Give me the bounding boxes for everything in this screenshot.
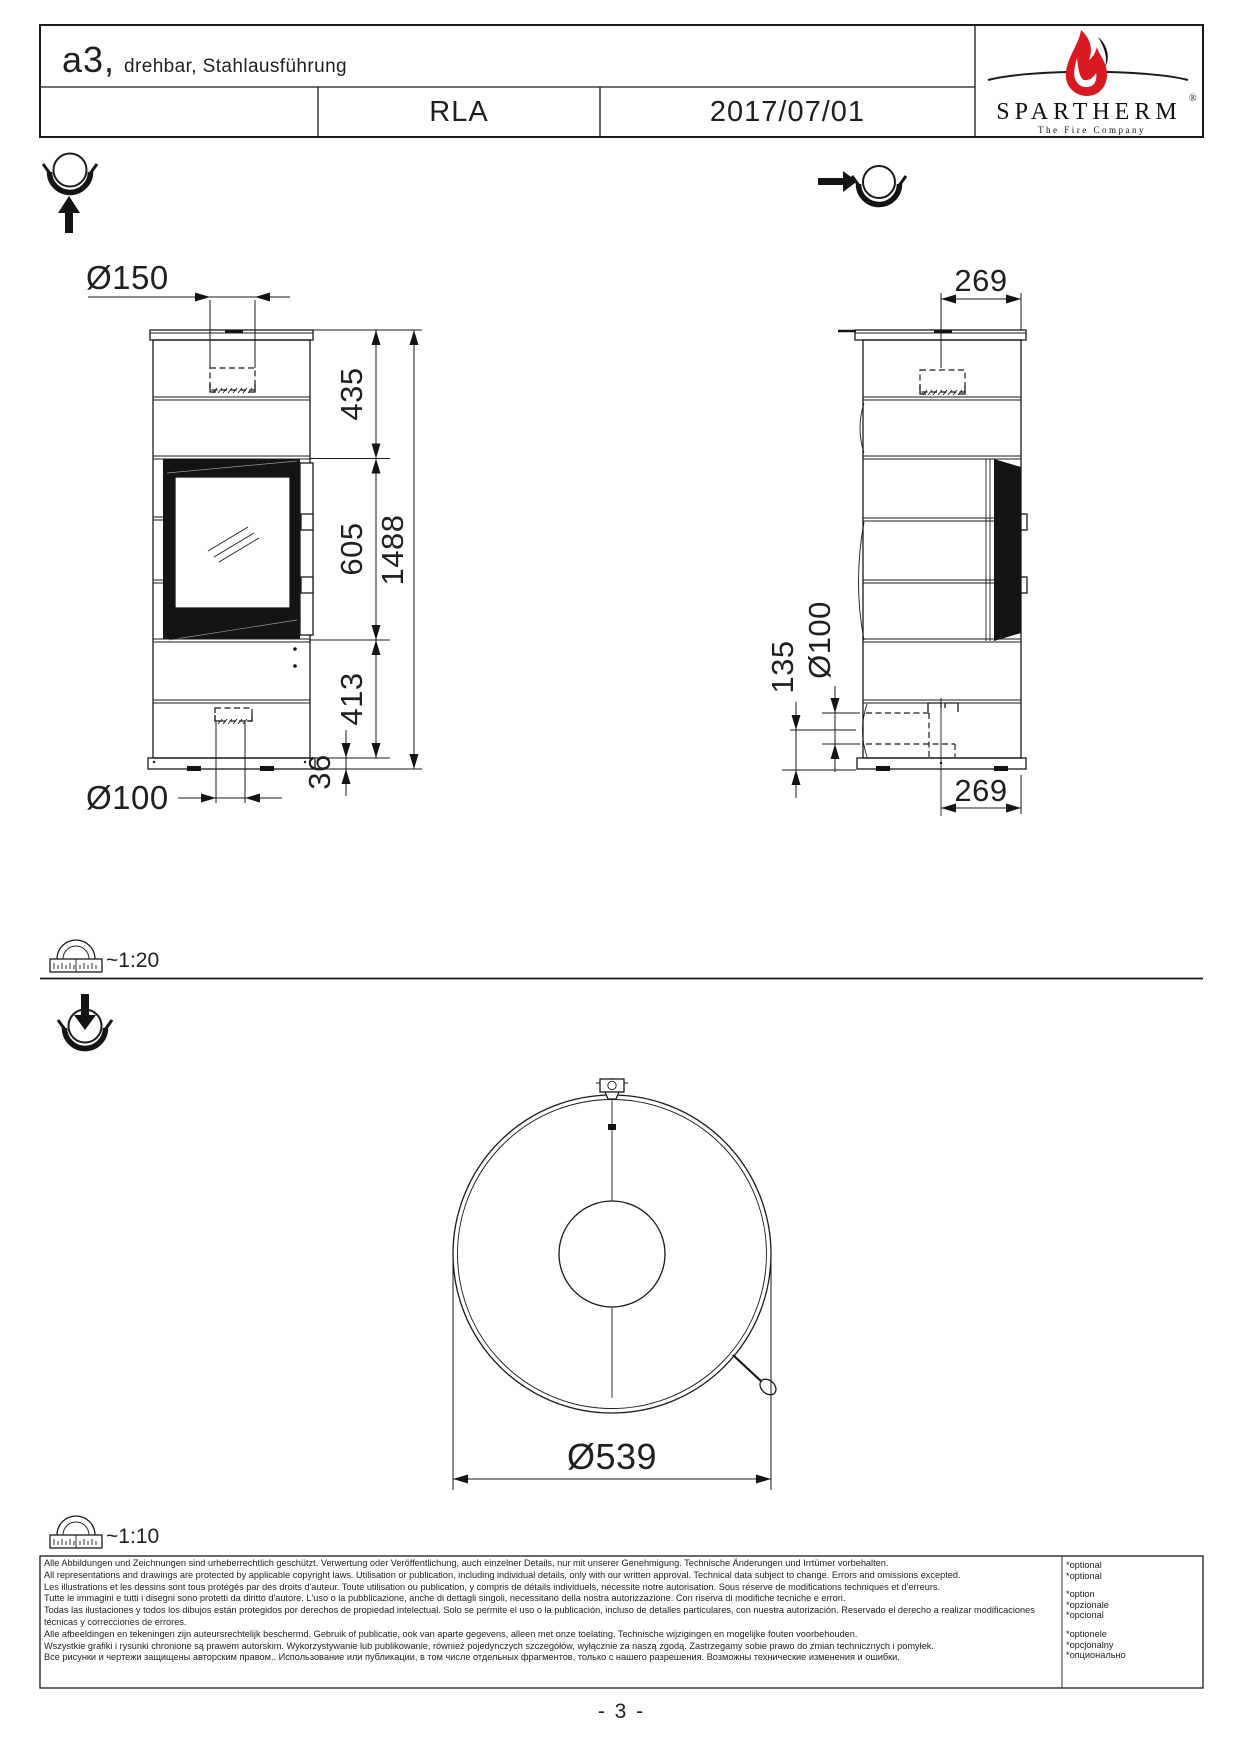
up-arrow-icon [58, 196, 80, 233]
model-name: a3, [62, 39, 116, 80]
legend-item: *опционально [1066, 1650, 1126, 1661]
scale-ruler-icon [50, 940, 102, 972]
dim-body-diameter: Ø539 [566, 1436, 658, 1477]
door-handle-top [733, 1355, 779, 1398]
optional-legend [1066, 1560, 1200, 1669]
disclaimer-line-nl: Alle afbeeldingen en tekeningen zijn auteursrechtelijk beschermd. Gebruik of publicatie, ook van aparte gegevens, alleen met onze toelating. Technische wijzigingen en mogelijke fouten voorbehouden. [44, 1628, 858, 1639]
side-view-dimensions [765, 263, 1021, 814]
stove-foot [260, 766, 274, 771]
disclaimer-line-de: Alle Abbildungen und Zeichnungen sind urheberrechtlich geschützt. Verwertung oder Veröffentlichung, auch einzelner Details, nur mit unserer Genehmigung. Technische Änderungen und Irrtümer vorbehalten. [44, 1558, 889, 1568]
dim-flue-center-offset: 269 [954, 263, 1008, 298]
legend-item: *optional [1066, 1570, 1102, 1581]
legend-item: *opcional [1066, 1610, 1104, 1621]
top-view-direction-icon [58, 994, 112, 1049]
dim-air-inlet-height: 135 [765, 640, 800, 694]
title-block [40, 25, 970, 87]
brand-logo [988, 30, 1197, 135]
page-number: - 3 - [597, 1700, 646, 1723]
disclaimer-line-es: Todas las ilustaciones y todos los dibujos están protegidos por derechos de propiedad intelectual. Solo se permite el uso o la publicación, incluso de detalles particulares, con nuestra autorización. Reservado el derecho a realizar modificaciones técnicas y correcciones de errores. [44, 1605, 1035, 1627]
disclaimer-line-pl: Wszystkie grafiki i rysunki chronione są prawem autorskim. Wykorzystywanie lub publikowanie, również pojedynczych szczegółów, wyłącznie za naszą zgodą. Zastrzegamy sobie prawo do zmian technicznych i pomyłek. [44, 1640, 934, 1651]
dim-foot-height: 36 [302, 754, 337, 790]
document-date: 2017/07/01 [709, 95, 866, 128]
legend-item: *opzionale [1066, 1599, 1109, 1610]
door-hinge [301, 514, 313, 530]
registered-mark: ® [1189, 93, 1197, 104]
dim-total-height: 1488 [375, 514, 410, 586]
legend-item: *optional [1066, 1560, 1102, 1570]
door-hinge [301, 577, 313, 593]
legend-item: *optionele [1066, 1628, 1107, 1639]
dim-air-inlet-offset: 269 [954, 773, 1008, 808]
right-arrow-icon [818, 171, 857, 192]
dim-door-height: 605 [334, 522, 369, 576]
front-view [148, 330, 315, 771]
dim-base-section-height: 413 [334, 672, 369, 726]
dim-top-section-height: 435 [334, 367, 369, 421]
disclaimer-text [44, 1558, 1056, 1664]
legend-item: *opcjonalny [1066, 1639, 1114, 1650]
legend-item: *option [1066, 1589, 1095, 1600]
scale-elevations [40, 940, 1203, 979]
brand-tagline: The Fire Company [1038, 125, 1146, 135]
scale-ruler-icon [50, 1516, 102, 1548]
scale-elevations-label: ~1:20 [106, 949, 160, 972]
side-view [838, 330, 1027, 816]
disclaimer-line-ru: Все рисунки и чертежи защищены авторским правом.. Использование или публикации, в том числе отдельных фрагментов, только с нашего разрешения. Возможны технические изменения и ошибки. [44, 1652, 900, 1663]
door-hinge [1021, 514, 1027, 530]
disclaimer-line-it: Tutte le immagini e tutti i disegni sono protetti da diritto d'autore. L'uso o la pubblicazione, anche di dettagli singoli, necessitano della nostra autorizzazione. Con riserva di modifiche tecniche e errori. [44, 1593, 846, 1604]
document-code: RLA [429, 95, 489, 128]
top-view [453, 1078, 779, 1490]
dim-flue-diameter: Ø150 [86, 259, 169, 296]
stove-foot [876, 766, 890, 771]
scale-top-view [50, 1516, 159, 1548]
door-hinge [1021, 577, 1027, 593]
stove-foot [187, 766, 201, 771]
stove-door-side [994, 459, 1021, 641]
door-glass [175, 477, 290, 608]
scale-top-view-label: ~1:10 [106, 1525, 160, 1548]
flue-pipe-top [559, 1201, 665, 1307]
dim-air-inlet-diameter: Ø100 [86, 779, 169, 816]
disclaimer-line-fr: Les illustrations et les dessins sont tous protégés par des droits d'auteur. Toute utilisation ou publication, y compris de détails individuels, nécessite notre autorisation. Sous réserve de modifications techniques et d'erreurs. [44, 1581, 941, 1592]
dim-air-inlet-diameter-side: Ø100 [802, 601, 837, 679]
disclaimer-line-en: All representations and drawings are protected by applicable copyright laws. Utilisation or publication, including individual details, only with our written approval. Technical data subject to change. Errors and omissions excepted. [44, 1569, 961, 1580]
model-variant: drehbar, Stahlausführung [124, 56, 348, 77]
brand-name: SPARTHERM [996, 99, 1182, 125]
side-view-direction-icon [818, 166, 906, 205]
stove-foot [994, 766, 1008, 771]
front-view-direction-icon [43, 154, 97, 234]
